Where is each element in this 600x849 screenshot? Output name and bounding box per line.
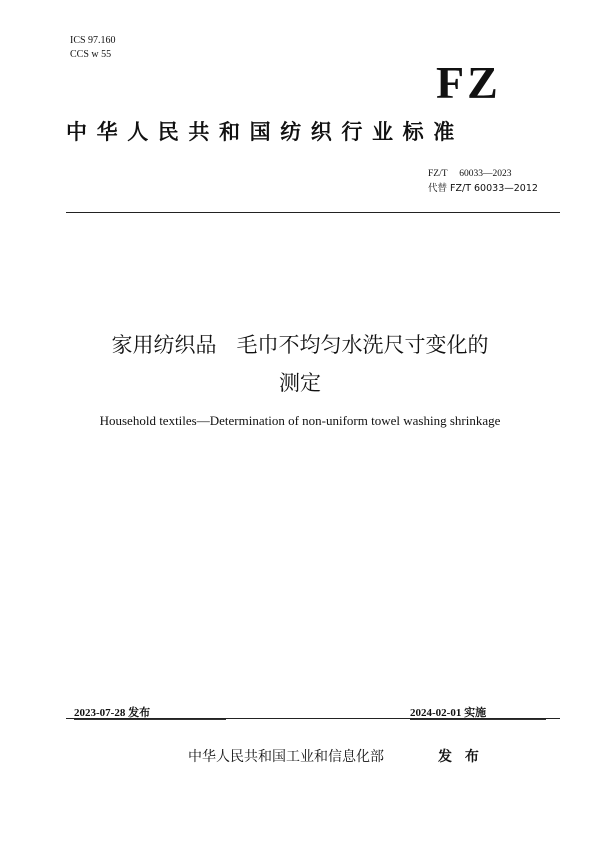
publish-label: 发 布 xyxy=(438,749,483,765)
title-chinese-line-1: 家用纺织品 毛巾不均匀水洗尺寸变化的 xyxy=(111,333,489,357)
ccs-code: CCS w 55 xyxy=(70,49,112,60)
issue-date: 2023-07-28 发布 xyxy=(74,707,151,719)
standard-code: FZ/T 60033—2023 xyxy=(428,169,512,179)
header-divider xyxy=(66,212,560,213)
title-chinese-line-2: 测定 xyxy=(279,371,321,395)
ics-code: ICS 97.160 xyxy=(70,35,116,46)
issuing-authority: 中华人民共和国工业和信息化部 xyxy=(188,749,384,765)
fz-logo: FZ xyxy=(436,57,501,108)
implementation-date: 2024-02-01 实施 xyxy=(410,707,487,719)
implementation-date-underline xyxy=(410,719,546,720)
standard-name: 中华人民共和国纺织行业标准 xyxy=(66,120,464,144)
issue-date-underline xyxy=(74,719,226,720)
title-english: Household textiles—Determination of non-uniform towel washing shrinkage xyxy=(99,413,501,428)
replaces-standard: 代替 FZ/T 60033—2012 xyxy=(428,183,538,194)
